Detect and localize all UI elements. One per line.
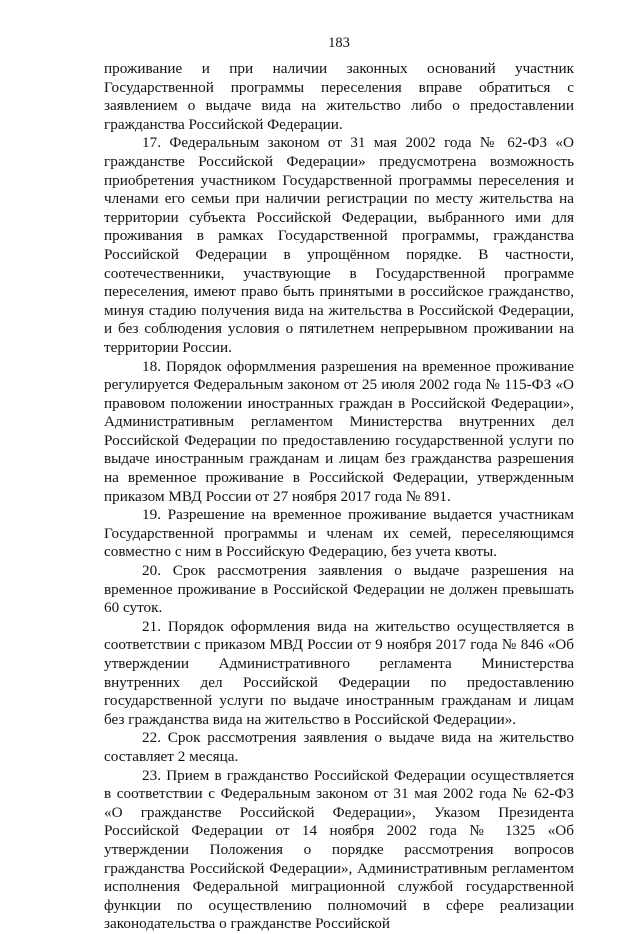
document-page [104,34,574,934]
paragraph-19: 19. Разрешение на временное проживание выдается участникам Государственной программы и членам их семей, переселяющимся совместно с ним в Российскую Федерацию, без учета квоты. [104,506,574,561]
paragraph-23: 23. Прием в гражданство Российской Федерации осуществляется в соответствии с Федеральным законом от 31 мая 2002 года № 62-ФЗ «О гражданстве Российской Федерации», Указом Президента Российской Федерации от 14 ноября 2002 года № 1325 «Об утверждении Положения о порядке рассмотрения вопросов гражданства Российской Федерации», Административным регламентом исполнения Федеральной миграционной службой государственной функции по осуществлению полномочий в сфере реализации законодательства о гражданстве Российской [104,766,574,933]
page-number: 183 [328,35,350,51]
paragraph-22: 22. Срок рассмотрения заявления о выдаче вида на жительство составляет 2 месяца. [104,729,574,765]
paragraph-continuation: проживание и при наличии законных оснований участник Государственной программы переселения вправе обратиться с заявлением о выдаче вида на жительство либо о предоставлении гражданства Российской Федерации. [104,60,574,133]
paragraph-20: 20. Срок рассмотрения заявления о выдаче разрешения на временное проживание в Российской Федерации не должен превышать 60 суток. [104,562,574,617]
paragraph-18: 18. Порядок оформлмения разрешения на временное проживание регулируется Федеральным законом от 25 июля 2002 года № 115-ФЗ «О правовом положении иностранных граждан в Российской Федерации», Административным регламентом Министерства внутренних дел Российской Федерации по предоставлению государственной услуги по выдаче иностранным гражданам и лицам без гражданства разрешения на временное проживание в Российской Федерации, утвержденным приказом МВД России от 27 ноября 2017 года № 891. [104,357,574,505]
paragraph-21: 21. Порядок оформления вида на жительство осуществляется в соответствии с приказом МВД России от 9 ноября 2017 года № 846 «Об утверждении Административного регламента Министерства внутренних дел Российской Федерации по предоставлению государственной услуги по выдаче иностранным гражданам и лицам без гражданства вида на жительство в Российской Федерации». [104,617,574,728]
paragraph-17: 17. Федеральным законом от 31 мая 2002 года № 62-ФЗ «О гражданстве Российской Федерации» предусмотрена возможность приобретения участником Государственной программы переселения и членами его семьи при наличии регистрации по месту жительства на территории субъекта Российской Федерации, выбранного ими для проживания в рамках Государственной программы, гражданства Российской Федерации в упрощённом порядке. В частности, соотечественники, участвующие в Государственной программе переселения, имеют право быть принятыми в российское гражданство, минуя стадию получения вида на жительства в Российской Федерации, и без соблюдения условия о пятилетнем непрерывном проживании на территории России. [104,134,574,356]
